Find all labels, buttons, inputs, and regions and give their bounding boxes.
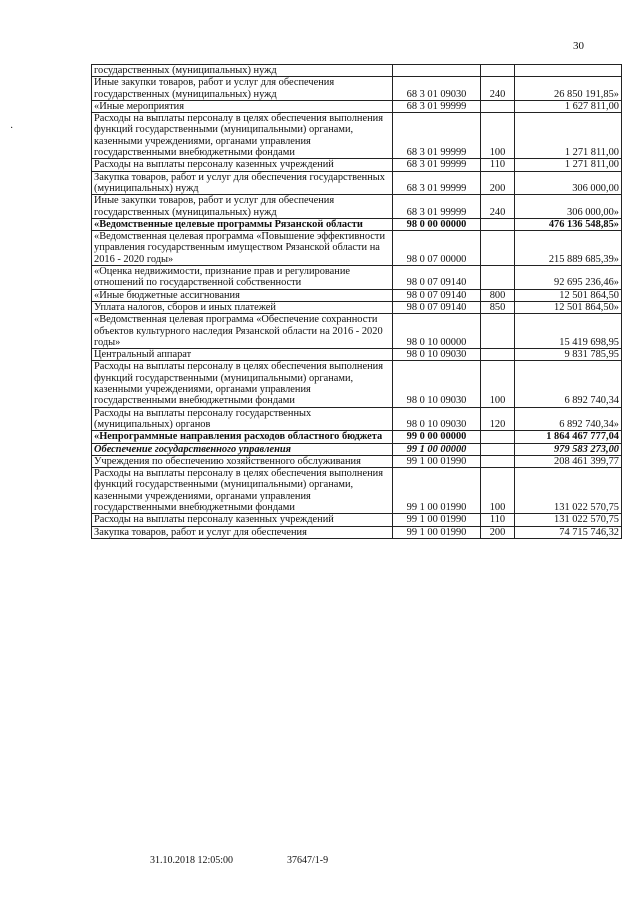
row-sum: 208 461 399,77 (515, 455, 622, 467)
table-row (92, 526, 622, 538)
row-sum: 1 271 811,00 (515, 113, 622, 159)
row-code: 98 0 07 00000 (393, 231, 481, 266)
budget-table-body (92, 65, 622, 539)
table-row (92, 171, 622, 195)
row-sum: 306 000,00 (515, 171, 622, 195)
row-sum: 1 627 811,00 (515, 100, 622, 112)
row-sum: 476 136 548,85» (515, 218, 622, 230)
row-code: 68 3 01 99999 (393, 100, 481, 112)
row-expense-type: 240 (481, 77, 515, 101)
row-name: «Ведомственная целевая программа «Повышение эффективности управления государственным имуществом Рязанской области на 2016 - 2020 годы» (92, 231, 393, 266)
row-name: Уплата налогов, сборов и иных платежей (92, 301, 393, 313)
row-expense-type (481, 266, 515, 290)
row-sum: 979 583 273,00 (515, 443, 622, 455)
row-name: Закупка товаров, работ и услуг для обеспечения (92, 526, 393, 538)
row-sum: 15 419 698,95 (515, 314, 622, 349)
row-name: Обеспечение государственного управления (92, 443, 393, 455)
row-sum: 74 715 746,32 (515, 526, 622, 538)
row-expense-type: 200 (481, 526, 515, 538)
budget-table (91, 64, 622, 539)
footer-datetime: 31.10.2018 12:05:00 (150, 855, 234, 866)
row-code: 99 1 00 01990 (393, 526, 481, 538)
row-code: 99 1 00 00000 (393, 443, 481, 455)
row-sum: 131 022 570,75 (515, 468, 622, 514)
row-expense-type (481, 218, 515, 230)
row-code: 99 0 00 00000 (393, 431, 481, 443)
row-sum: 131 022 570,75 (515, 514, 622, 526)
margin-mark: · (10, 123, 14, 134)
row-expense-type (481, 455, 515, 467)
row-code: 98 0 10 00000 (393, 314, 481, 349)
row-name: «Оценка недвижимости, признание прав и регулирование отношений по государственной собственности (92, 266, 393, 290)
table-row (92, 514, 622, 526)
row-expense-type: 800 (481, 289, 515, 301)
row-expense-type: 100 (481, 468, 515, 514)
row-expense-type: 100 (481, 113, 515, 159)
row-code: 98 0 07 09140 (393, 289, 481, 301)
row-expense-type (481, 100, 515, 112)
table-row (92, 159, 622, 171)
row-code: 98 0 00 00000 (393, 218, 481, 230)
table-row (92, 218, 622, 230)
row-name: Закупка товаров, работ и услуг для обеспечения государственных (муниципальных) нужд (92, 171, 393, 195)
row-code: 99 1 00 01990 (393, 468, 481, 514)
row-code: 68 3 01 99999 (393, 171, 481, 195)
table-row (92, 289, 622, 301)
table-row (92, 455, 622, 467)
row-sum: 215 889 685,39» (515, 231, 622, 266)
row-name: Расходы на выплаты персоналу в целях обеспечения выполнения функций государственными (муниципальными) органами, казенными учреждениями, органами управления государственными внебюджетными фондами (92, 468, 393, 514)
table-row (92, 431, 622, 443)
row-code (393, 65, 481, 77)
table-row (92, 77, 622, 101)
row-code: 68 3 01 99999 (393, 159, 481, 171)
table-row (92, 468, 622, 514)
row-name: Иные закупки товаров, работ и услуг для обеспечения государственных (муниципальных) нужд (92, 77, 393, 101)
row-sum: 1 864 467 777,04 (515, 431, 622, 443)
row-expense-type: 200 (481, 171, 515, 195)
page-number: 30 (573, 40, 584, 52)
row-code: 99 1 00 01990 (393, 514, 481, 526)
table-row (92, 266, 622, 290)
row-expense-type (481, 349, 515, 361)
row-expense-type: 110 (481, 514, 515, 526)
row-expense-type: 100 (481, 361, 515, 407)
row-expense-type (481, 431, 515, 443)
row-sum: 306 000,00» (515, 195, 622, 219)
table-row (92, 349, 622, 361)
row-expense-type: 850 (481, 301, 515, 313)
table-row (92, 113, 622, 159)
row-code: 68 3 01 99999 (393, 113, 481, 159)
row-code: 98 0 10 09030 (393, 361, 481, 407)
row-sum: 6 892 740,34 (515, 361, 622, 407)
row-sum: 12 501 864,50 (515, 289, 622, 301)
row-name: «Непрограммные направления расходов областного бюджета (92, 431, 393, 443)
row-expense-type (481, 443, 515, 455)
table-row (92, 100, 622, 112)
row-name: Расходы на выплаты персоналу казенных учреждений (92, 159, 393, 171)
table-row (92, 301, 622, 313)
row-expense-type: 110 (481, 159, 515, 171)
table-row (92, 314, 622, 349)
row-name: государственных (муниципальных) нужд (92, 65, 393, 77)
row-expense-type (481, 231, 515, 266)
row-name: Расходы на выплаты персоналу казенных учреждений (92, 514, 393, 526)
row-code: 98 0 10 09030 (393, 407, 481, 431)
row-expense-type (481, 65, 515, 77)
row-name: «Иные бюджетные ассигнования (92, 289, 393, 301)
row-name: Расходы на выплаты персоналу в целях обеспечения выполнения функций государственными (муниципальными) органами, казенными учреждениями, органами управления государственными внебюджетными фондами (92, 113, 393, 159)
row-name: «Иные мероприятия (92, 100, 393, 112)
row-expense-type: 120 (481, 407, 515, 431)
row-sum: 9 831 785,95 (515, 349, 622, 361)
row-sum: 12 501 864,50» (515, 301, 622, 313)
row-code: 68 3 01 09030 (393, 77, 481, 101)
row-expense-type (481, 314, 515, 349)
row-name: Центральный аппарат (92, 349, 393, 361)
row-name: «Ведомственная целевая программа «Обеспечение сохранности объектов культурного наследия Рязанской области на 2016 - 2020 годы» (92, 314, 393, 349)
row-name: «Ведомственные целевые программы Рязанской области (92, 218, 393, 230)
row-sum (515, 65, 622, 77)
row-expense-type: 240 (481, 195, 515, 219)
row-sum: 92 695 236,46» (515, 266, 622, 290)
table-row (92, 361, 622, 407)
table-row (92, 407, 622, 431)
table-row (92, 195, 622, 219)
row-sum: 6 892 740,34» (515, 407, 622, 431)
row-name: Учреждения по обеспечению хозяйственного обслуживания (92, 455, 393, 467)
row-code: 98 0 07 09140 (393, 266, 481, 290)
row-name: Иные закупки товаров, работ и услуг для обеспечения государственных (муниципальных) нужд (92, 195, 393, 219)
row-name: Расходы на выплаты персоналу государственных (муниципальных) органов (92, 407, 393, 431)
row-name: Расходы на выплаты персоналу в целях обеспечения выполнения функций государственными (муниципальными) органами, казенными учреждениями, органами управления государственными внебюджетными фондами (92, 361, 393, 407)
row-code: 98 0 07 09140 (393, 301, 481, 313)
table-row (92, 231, 622, 266)
row-sum: 26 850 191,85» (515, 77, 622, 101)
row-sum: 1 271 811,00 (515, 159, 622, 171)
row-code: 68 3 01 99999 (393, 195, 481, 219)
row-code: 99 1 00 01990 (393, 455, 481, 467)
table-row (92, 443, 622, 455)
row-code: 98 0 10 09030 (393, 349, 481, 361)
footer-doc-code: 37647/1-9 (287, 855, 329, 866)
table-row (92, 65, 622, 77)
